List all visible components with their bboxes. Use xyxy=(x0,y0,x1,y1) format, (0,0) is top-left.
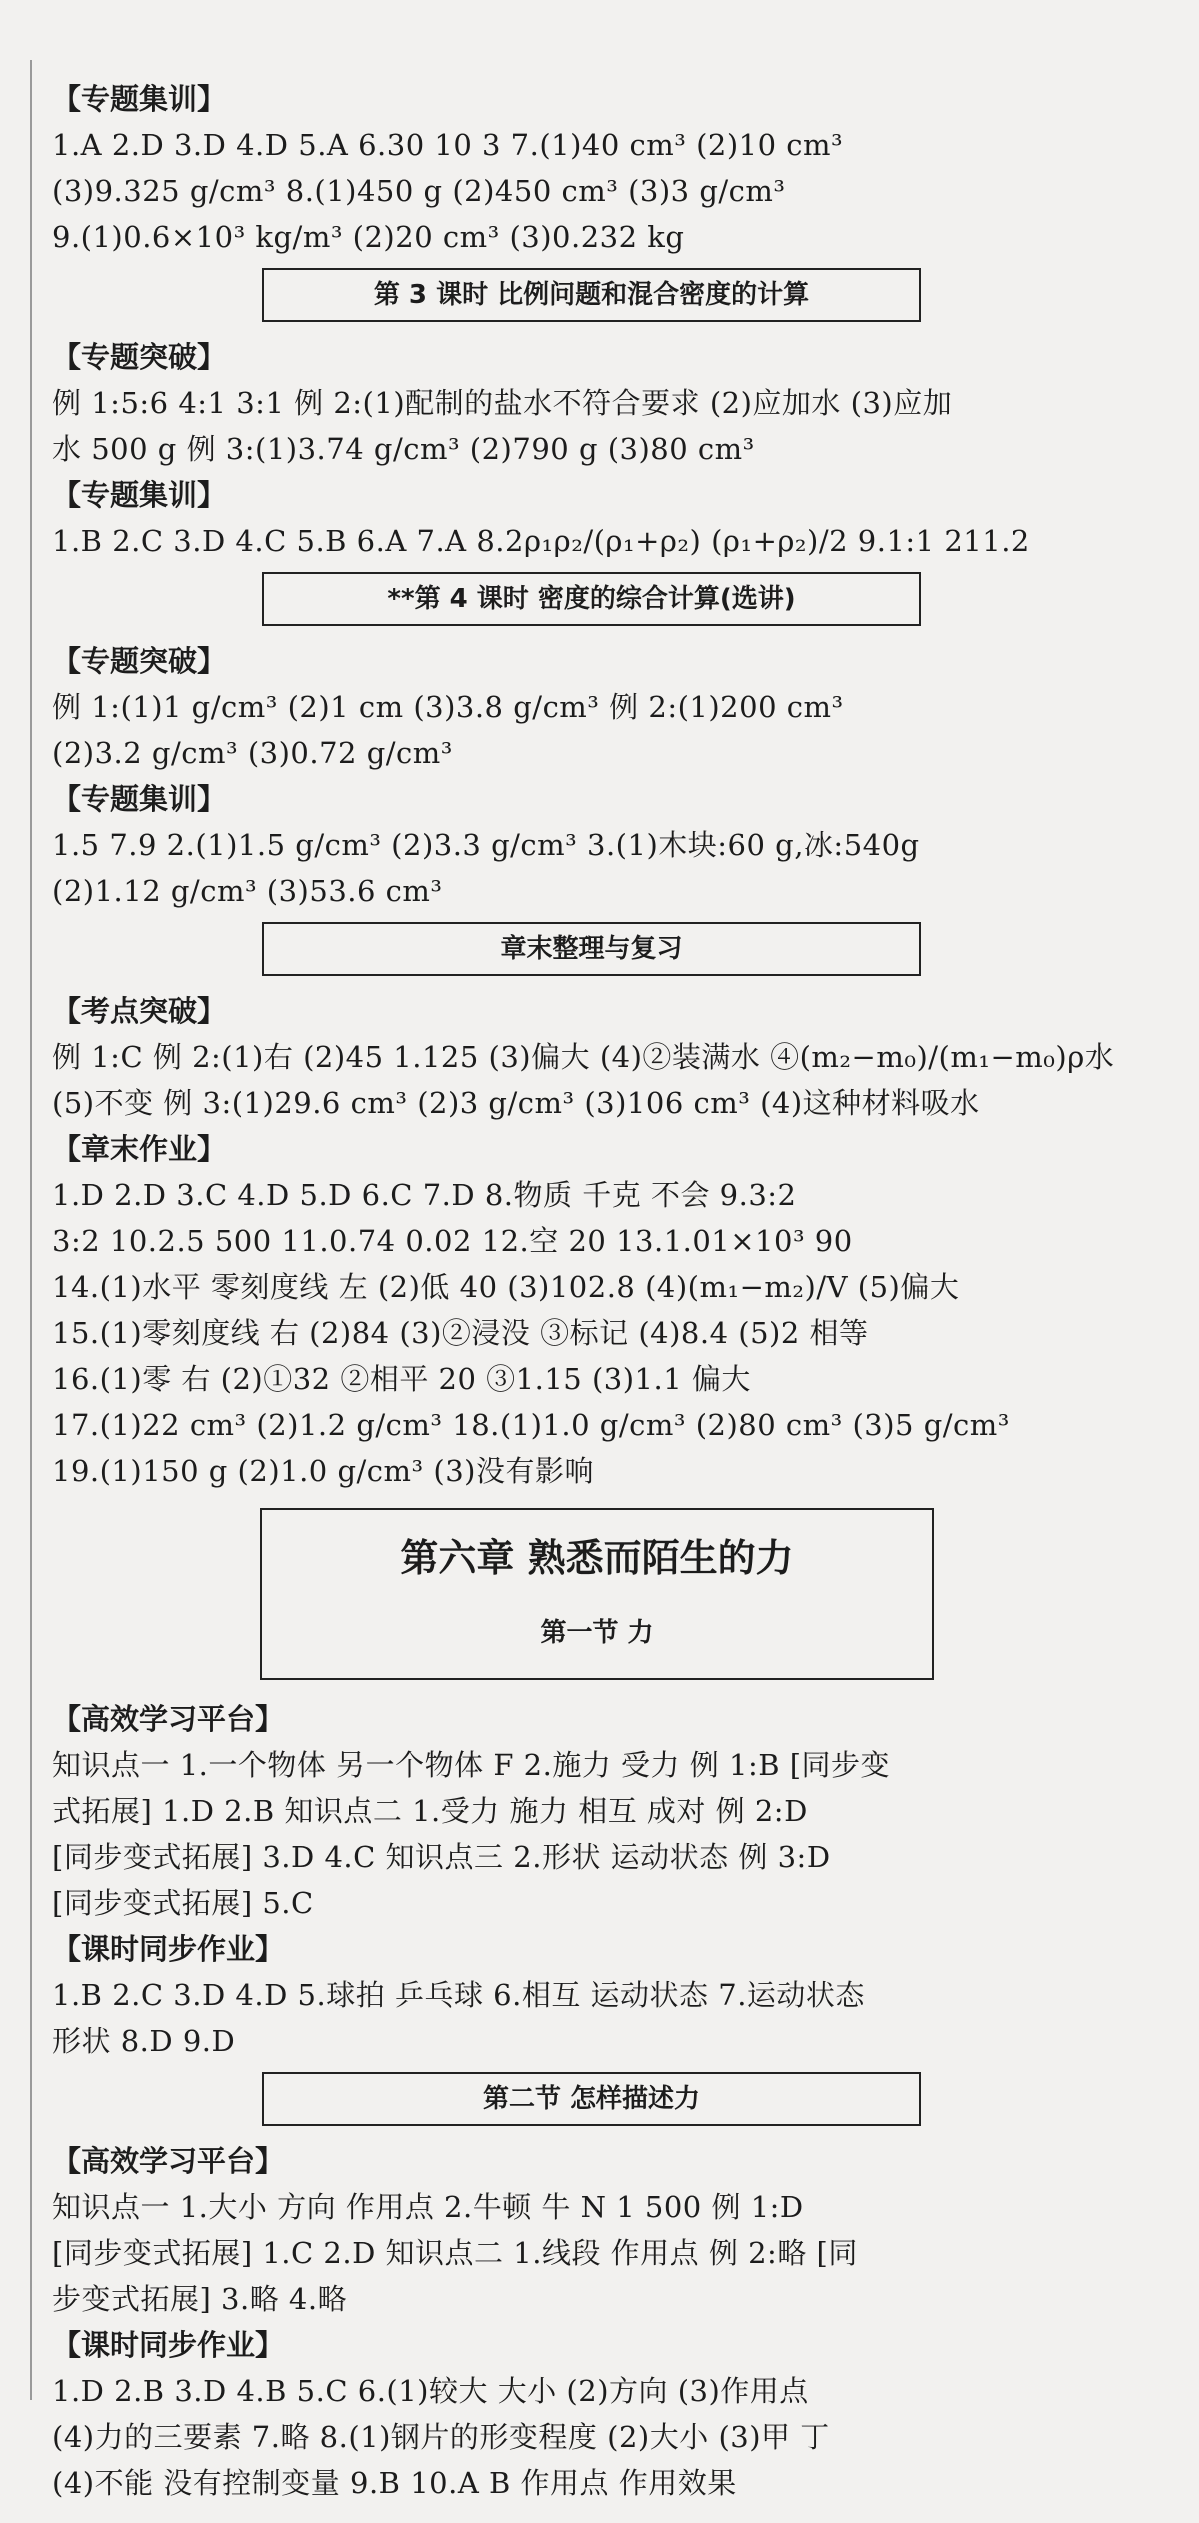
answer-line: 15.(1)零刻度线 右 (2)84 (3)②浸没 ③标记 (4)8.4 (5)2 相等 xyxy=(52,1316,869,1350)
answer-line: 水 500 g 例 3:(1)3.74 g/cm³ (2)790 g (3)80 cm³ xyxy=(52,432,755,466)
answer-line: [同步变式拓展] 5.C xyxy=(52,1886,314,1920)
section-label: 【课时同步作业】 xyxy=(52,1932,285,1966)
answer-line: 1.5 7.9 2.(1)1.5 g/cm³ (2)3.3 g/cm³ 3.(1)木块:60 g,冰:540g xyxy=(52,828,920,862)
section-label: 【高效学习平台】 xyxy=(52,1702,285,1736)
answer-line: [同步变式拓展] 3.D 4.C 知识点三 2.形状 运动状态 例 3:D xyxy=(52,1840,831,1874)
section-label: 【课时同步作业】 xyxy=(52,2328,285,2362)
answer-line: 14.(1)水平 零刻度线 左 (2)低 40 (3)102.8 (4)(m₁−m₂)/V (5)偏大 xyxy=(52,1270,960,1304)
answer-line: (2)1.12 g/cm³ (3)53.6 cm³ xyxy=(52,874,443,908)
answer-line: 1.D 2.B 3.D 4.B 5.C 6.(1)较大 大小 (2)方向 (3)作用点 xyxy=(52,2374,809,2408)
chapter-title: 第六章 熟悉而陌生的力 xyxy=(400,1536,794,1580)
answer-line: 形状 8.D 9.D xyxy=(52,2024,236,2058)
answer-line: 1.D 2.D 3.C 4.D 5.D 6.C 7.D 8.物质 千克 不会 9.3:2 xyxy=(52,1178,797,1212)
answer-line: 19.(1)150 g (2)1.0 g/cm³ (3)没有影响 xyxy=(52,1454,594,1488)
answer-line: 例 1:5:6 4:1 3:1 例 2:(1)配制的盐水不符合要求 (2)应加水 (3)应加 xyxy=(52,386,953,420)
answer-line: 9.(1)0.6×10³ kg/m³ (2)20 cm³ (3)0.232 kg xyxy=(52,220,685,254)
answer-line: (4)不能 没有控制变量 9.B 10.A B 作用点 作用效果 xyxy=(52,2466,737,2500)
section-title: 第一节 力 xyxy=(540,1618,654,1648)
answer-line: 步变式拓展] 3.略 4.略 xyxy=(52,2282,348,2316)
section-label: 【章末作业】 xyxy=(52,1132,227,1166)
answer-line: 例 1:(1)1 g/cm³ (2)1 cm (3)3.8 g/cm³ 例 2:(1)200 cm³ xyxy=(52,690,844,724)
answer-line: 1.B 2.C 3.D 4.D 5.球拍 乒乓球 6.相互 运动状态 7.运动状态 xyxy=(52,1978,865,2012)
lesson-heading-box: 第 3 课时 比例问题和混合密度的计算 xyxy=(262,268,921,322)
answer-line: 16.(1)零 右 (2)①32 ②相平 20 ③1.15 (3)1.1 偏大 xyxy=(52,1362,751,1396)
section-label: 【专题集训】 xyxy=(52,478,227,512)
section-label: 【考点突破】 xyxy=(52,994,227,1028)
answer-line: (3)9.325 g/cm³ 8.(1)450 g (2)450 cm³ (3)3 g/cm³ xyxy=(52,174,786,208)
lesson-heading-box: **第 4 课时 密度的综合计算(选讲) xyxy=(262,572,921,626)
lesson-heading-box: 第二节 怎样描述力 xyxy=(262,2072,921,2126)
section-label: 【专题集训】 xyxy=(52,782,227,816)
answer-page xyxy=(52,76,1147,2506)
answer-line: 3:2 10.2.5 500 11.0.74 0.02 12.空 20 13.1.01×10³ 90 xyxy=(52,1224,853,1258)
lesson-heading-box: 章末整理与复习 xyxy=(262,922,921,976)
section-label: 【专题突破】 xyxy=(52,340,227,374)
section-label: 【专题集训】 xyxy=(52,82,227,116)
left-margin-rule xyxy=(30,60,32,2400)
answer-line: 17.(1)22 cm³ (2)1.2 g/cm³ 18.(1)1.0 g/cm³ (2)80 cm³ (3)5 g/cm³ xyxy=(52,1408,1010,1442)
answer-line: 1.A 2.D 3.D 4.D 5.A 6.30 10 3 7.(1)40 cm³ (2)10 cm³ xyxy=(52,128,844,162)
section-label: 【专题突破】 xyxy=(52,644,227,678)
answer-line: (2)3.2 g/cm³ (3)0.72 g/cm³ xyxy=(52,736,453,770)
answer-line: (4)力的三要素 7.略 8.(1)钢片的形变程度 (2)大小 (3)甲 丁 xyxy=(52,2420,830,2454)
section-label: 【高效学习平台】 xyxy=(52,2144,285,2178)
answer-line: [同步变式拓展] 1.C 2.D 知识点二 1.线段 作用点 例 2:略 [同 xyxy=(52,2236,858,2270)
answer-line: 知识点一 1.一个物体 另一个物体 F 2.施力 受力 例 1:B [同步变 xyxy=(52,1748,891,1782)
answer-line: 例 1:C 例 2:(1)右 (2)45 1.125 (3)偏大 (4)②装满水 ④(m₂−m₀)/(m₁−m₀)ρ水 xyxy=(52,1040,1115,1074)
chapter-heading-box xyxy=(260,1508,934,1680)
answer-line: (5)不变 例 3:(1)29.6 cm³ (2)3 g/cm³ (3)106 cm³ (4)这种材料吸水 xyxy=(52,1086,980,1120)
answer-line: 知识点一 1.大小 方向 作用点 2.牛顿 牛 N 1 500 例 1:D xyxy=(52,2190,804,2224)
answer-line: 1.B 2.C 3.D 4.C 5.B 6.A 7.A 8.2ρ₁ρ₂/(ρ₁+ρ₂) (ρ₁+ρ₂)/2 9.1:1 211.2 xyxy=(52,524,1030,558)
answer-line: 式拓展] 1.D 2.B 知识点二 1.受力 施力 相互 成对 例 2:D xyxy=(52,1794,808,1828)
